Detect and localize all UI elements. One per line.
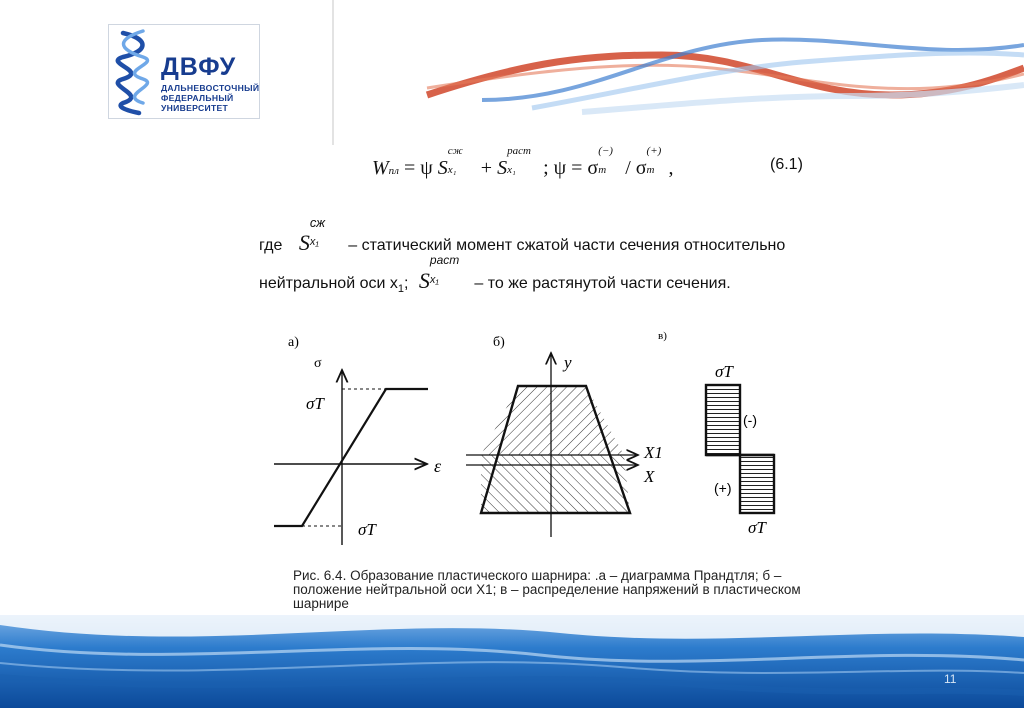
text-S-tension-sub: x₁ [429, 274, 439, 286]
figure-c-sigmaT-bottom: σT [748, 518, 766, 537]
text-same-tension: – то же растянутой части сечения. [474, 275, 731, 292]
formula-6-1 [372, 145, 674, 190]
formula-W: W [372, 157, 389, 179]
text-line-1 [259, 215, 786, 256]
page-number: 11 [944, 672, 957, 686]
figure-c-tension-block [740, 455, 774, 513]
logo-subtitle-line-3: УНИВЕРСИТЕТ [161, 103, 229, 113]
figure-c-minus-sign: (-) [743, 412, 757, 428]
figure-c-stress-distribution [658, 330, 774, 537]
figure-c-sigmaT-top: σT [715, 362, 733, 381]
text-S-tension: S [418, 268, 430, 293]
formula-minus-sup: (−) [598, 145, 613, 157]
text-S-tension-sup: раст [429, 253, 460, 267]
figure-b-X1-label: X1 [644, 443, 663, 462]
formula-S-tension-sub: x₁ [507, 164, 516, 176]
figure-c-plus-sign: (+) [714, 480, 732, 496]
header-banner-waves [332, 0, 1024, 145]
text-line-2 [259, 253, 731, 296]
figure-a-sigmaT-top: σT [306, 394, 324, 413]
figure-b-y-label: y [564, 353, 572, 372]
figure-a-epsilon-label: ε [434, 456, 442, 476]
figure-b-label: б) [493, 335, 505, 350]
figure-6-4 [262, 325, 822, 565]
text-S-compressed-sub: x₁ [309, 236, 319, 248]
formula-S-compressed: S [437, 157, 448, 179]
text-static-moment: – статический момент сжатой части сечения относительно [348, 237, 786, 254]
text-neutral-axis: нейтральной оси x [259, 275, 398, 292]
formula-S-compressed-sup: сж [447, 145, 463, 157]
formula-plus: + [475, 157, 498, 179]
formula-W-subscript: пл [388, 165, 399, 177]
formula-S-tension: S [497, 157, 508, 179]
formula-slash-sigma: / σ [620, 157, 647, 179]
logo-subtitle-line-1: ДАЛЬНЕВОСТОЧНЫЙ [161, 83, 260, 93]
equation-number: (6.1) [770, 156, 803, 173]
figure-a-curve [274, 389, 428, 526]
figure-b-bottom-hatch [481, 455, 630, 513]
figure-a-prandtl-diagram [274, 335, 442, 545]
university-logo [108, 24, 260, 119]
text-where: где [259, 237, 283, 254]
formula-equals-psi: = ψ [398, 157, 438, 179]
figure-b-section [466, 335, 663, 537]
formula-S-tension-sup: раст [507, 145, 531, 157]
figure-b-top-hatch [481, 386, 624, 455]
formula-S-compressed-sub: x₁ [447, 164, 457, 176]
text-S-compressed-sup: сж [309, 215, 326, 230]
formula-psi-def: ; ψ = σ [543, 157, 599, 179]
formula-m2-sub: m [646, 164, 655, 176]
text-semicolon: ; [404, 275, 409, 292]
formula-m1-sub: m [598, 164, 607, 176]
figure-c-label: в) [658, 330, 667, 342]
footer-wave-band [0, 615, 1024, 708]
formula-plus-sup: (+) [646, 145, 662, 157]
figure-caption: Рис. 6.4. Образование пластического шарнира: .а – диаграмма Прандтля; б – положение нейтральной оси X1; в – распределение напряжений в пластическом шарнире [293, 568, 801, 611]
figure-b-X-label: X [644, 467, 655, 486]
formula-end: , [668, 157, 674, 179]
text-S-compressed: S [298, 230, 310, 255]
text-x1-sub: 1 [397, 283, 404, 296]
figure-a-label: а) [288, 335, 299, 350]
figure-a-sigma-axis-label: σ [314, 356, 322, 371]
figure-a-sigmaT-bottom: σT [358, 520, 376, 539]
logo-subtitle-line-2: ФЕДЕРАЛЬНЫЙ [161, 93, 234, 103]
logo-title: ДВФУ [161, 53, 237, 81]
figure-c-compression-block [706, 385, 740, 455]
